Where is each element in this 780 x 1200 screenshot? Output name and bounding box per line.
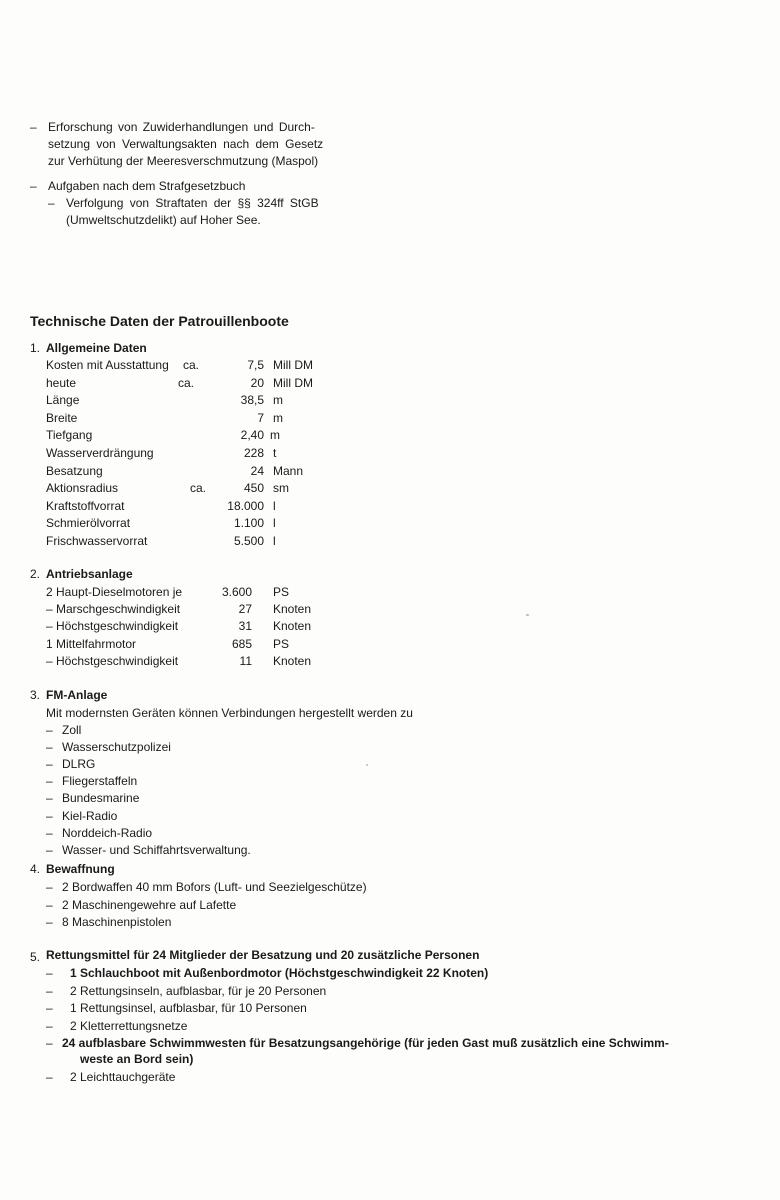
spec-label: Frischwasservorrat xyxy=(46,534,148,548)
spec-value: 11 xyxy=(239,653,252,668)
page-title: Technische Daten der Patrouillenboote xyxy=(30,313,289,329)
section-heading: Allgemeine Daten xyxy=(46,341,147,355)
spec-label: Breite xyxy=(46,410,78,425)
list-dash: – xyxy=(46,842,53,857)
spec-unit: Mill DM xyxy=(273,358,313,372)
spec-unit: l xyxy=(273,534,276,548)
intro-dash: – xyxy=(30,120,37,134)
list-item: 2 Leichttauchgeräte xyxy=(70,1069,176,1084)
list-dash: – xyxy=(46,1018,53,1033)
list-item: weste an Bord sein) xyxy=(80,1052,194,1066)
spec-value: 7 xyxy=(257,410,264,425)
list-dash: – xyxy=(46,983,53,998)
spec-unit: Knoten xyxy=(273,602,312,617)
list-dash: – xyxy=(46,757,53,772)
list-item: Kiel-Radio xyxy=(62,808,118,823)
spec-unit: PS xyxy=(273,585,290,599)
list-item: 24 aufblasbare Schwimmwesten für Besatzungsangehörige (für jeden Gast muß zusätzlich eine Schwimm- xyxy=(62,1036,669,1050)
section-number: 5. xyxy=(30,950,41,964)
list-dash: – xyxy=(46,915,53,929)
spec-unit: PS xyxy=(273,636,290,651)
spec-label: Kosten mit Ausstattung xyxy=(46,358,169,372)
spec-label: Aktionsradius xyxy=(46,481,119,496)
spec-value: 3.600 xyxy=(221,585,252,599)
spec-value: 2,40 xyxy=(240,428,264,443)
list-dash: – xyxy=(46,1069,53,1084)
spec-label: – Marschgeschwindigkeit xyxy=(46,602,181,617)
list-dash: – xyxy=(46,774,53,789)
list-item: 2 Maschinengewehre auf Lafette xyxy=(62,897,237,912)
spec-unit: l xyxy=(273,516,276,531)
spec-approx: ca. xyxy=(190,481,207,496)
section-intro: Mit modernsten Geräten können Verbindungen hergestellt werden zu xyxy=(46,706,413,720)
list-dash: – xyxy=(46,897,53,912)
section-heading: Rettungsmittel für 24 Mitglieder der Besatzung und 20 zusätzliche Personen xyxy=(46,948,480,962)
spec-value: 18.000 xyxy=(227,498,264,513)
list-dash: – xyxy=(46,1036,53,1050)
section-heading: Bewaffnung xyxy=(46,862,115,876)
spec-label: – Höchstgeschwindigkeit xyxy=(46,653,179,668)
list-item: 8 Maschinenpistolen xyxy=(62,915,172,929)
spec-unit: t xyxy=(273,446,277,460)
section-number: 4. xyxy=(30,862,41,876)
spec-unit: Knoten xyxy=(273,619,312,634)
spec-label: Tiefgang xyxy=(46,428,93,443)
spec-unit: m xyxy=(273,410,283,425)
intro-line: Verfolgung von Straftaten der §§ 324ff StGB xyxy=(66,196,319,210)
spec-value: 24 xyxy=(250,463,264,478)
spec-label: Schmierölvorrat xyxy=(46,516,131,531)
spec-value: 27 xyxy=(238,602,252,617)
spec-unit: m xyxy=(273,393,283,408)
spec-value: 1.100 xyxy=(233,516,264,531)
spec-value: 685 xyxy=(231,636,252,651)
spec-label: heute xyxy=(46,375,77,390)
spec-label: 1 Mittelfahrmotor xyxy=(46,636,137,651)
list-dash: – xyxy=(46,1001,53,1015)
intro-line: Erforschung von Zuwiderhandlungen und Durch- xyxy=(48,120,315,134)
intro-line: zur Verhütung der Meeresverschmutzung (Maspol) xyxy=(48,154,319,168)
spec-value: 228 xyxy=(243,446,264,460)
list-item: 1 Schlauchboot mit Außenbordmotor (Höchstgeschwindigkeit 22 Knoten) xyxy=(70,966,489,980)
section-number: 1. xyxy=(30,341,41,355)
spec-unit: Knoten xyxy=(273,653,312,668)
list-item: Norddeich-Radio xyxy=(62,825,153,840)
spec-label: Kraftstoffvorrat xyxy=(46,498,125,513)
list-item: 2 Bordwaffen 40 mm Bofors (Luft- und Seezielgeschütze) xyxy=(62,880,367,894)
spec-label: Länge xyxy=(46,393,80,408)
spec-unit: Mill DM xyxy=(273,375,313,390)
spec-value: 20 xyxy=(250,375,264,390)
spec-label: – Höchstgeschwindigkeit xyxy=(46,619,179,634)
spec-value: 38,5 xyxy=(240,393,264,408)
list-item: Bundesmarine xyxy=(62,791,140,806)
list-dash: – xyxy=(46,966,53,980)
list-item: Wasser- und Schiffahrtsverwaltung. xyxy=(62,842,251,857)
section-heading: Antriebsanlage xyxy=(46,567,133,581)
list-item: Wasserschutzpolizei xyxy=(62,740,171,755)
section-number: 3. xyxy=(30,688,41,702)
spec-value: 31 xyxy=(238,619,252,634)
list-dash: – xyxy=(46,740,53,755)
section-number: 2. xyxy=(30,567,41,581)
intro-line: setzung von Verwaltungsakten nach dem Gesetz xyxy=(48,137,324,151)
spec-label: Wasserverdrängung xyxy=(46,446,154,460)
scan-speck xyxy=(366,764,368,766)
intro-line: Aufgaben nach dem Strafgesetzbuch xyxy=(48,179,246,193)
list-item: Zoll xyxy=(62,723,82,737)
section-heading: FM-Anlage xyxy=(46,688,108,702)
spec-approx: ca. xyxy=(178,375,195,390)
spec-approx: ca. xyxy=(183,358,200,372)
spec-value: 5.500 xyxy=(233,534,264,548)
list-item: DLRG xyxy=(62,757,96,772)
list-dash: – xyxy=(46,723,53,737)
spec-unit: Mann xyxy=(273,463,304,478)
intro-dash: – xyxy=(48,196,55,210)
intro-dash: – xyxy=(30,179,37,193)
list-dash: – xyxy=(46,791,53,806)
list-item: 2 Rettungsinseln, aufblasbar, für je 20 Personen xyxy=(70,983,327,998)
list-dash: – xyxy=(46,808,53,823)
scan-speck xyxy=(526,614,529,616)
list-dash: – xyxy=(46,825,53,840)
list-dash: – xyxy=(46,880,53,894)
list-item: Fliegerstaffeln xyxy=(62,774,138,789)
spec-unit: m xyxy=(270,428,280,443)
list-item: 2 Kletterrettungsnetze xyxy=(70,1018,188,1033)
spec-unit: l xyxy=(273,498,276,513)
spec-label: 2 Haupt-Dieselmotoren je xyxy=(46,585,183,599)
spec-label: Besatzung xyxy=(46,463,103,478)
list-item: 1 Rettungsinsel, aufblasbar, für 10 Personen xyxy=(70,1001,307,1015)
spec-value: 450 xyxy=(243,481,264,496)
intro-line: (Umweltschutzdelikt) auf Hoher See. xyxy=(66,213,261,227)
spec-value: 7,5 xyxy=(247,358,264,372)
spec-unit: sm xyxy=(273,481,289,496)
